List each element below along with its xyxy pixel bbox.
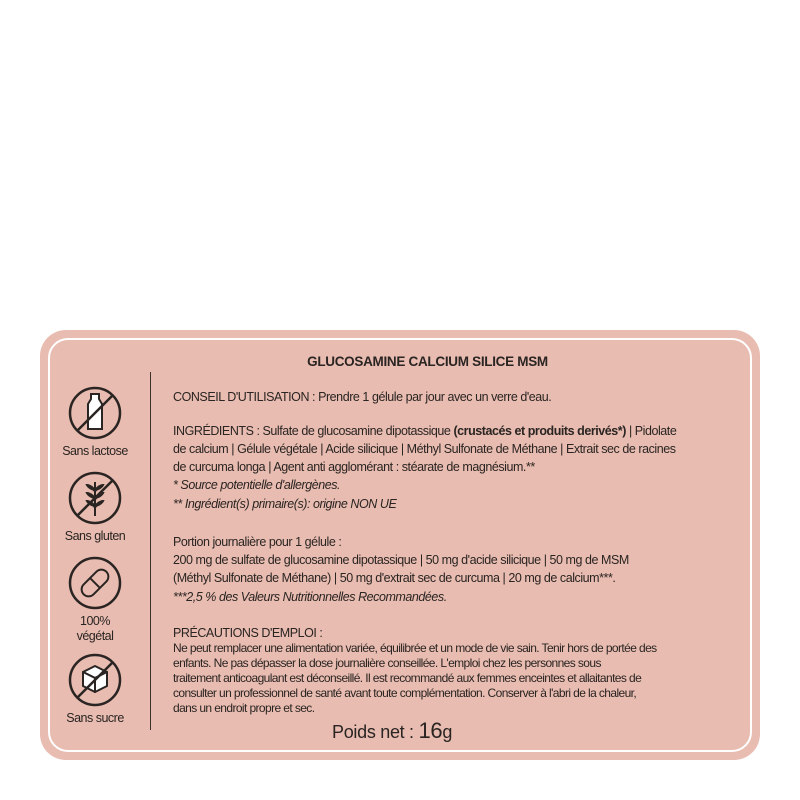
ingredients-line [173,422,676,440]
precautions-line: consulter un professionnel de santé avant toute complémentation. Conserver à l'abri de la chaleur, [173,686,637,700]
vnr-note: ***2,5 % des Valeurs Nutritionnelles Recommandées. [173,590,447,604]
net-weight [332,718,452,744]
precautions-heading: PRÉCAUTIONS D'EMPLOI : [173,626,323,640]
product-label [40,330,760,760]
capsule-icon [67,555,123,611]
origin-note: ** Ingrédient(s) primaire(s): origine NON UE [173,497,397,511]
ingredients-text: | Pidolate [625,424,677,438]
badge-label: Sans lactose [62,444,128,458]
ingredients-text: INGRÉDIENTS : Sulfate de glucosamine dipotassique [173,424,454,438]
ingredients-line: de calcium | Gélule végétale | Acide silicique | Méthyl Sulfonate de Méthane | Extrait sec de racines [173,442,676,456]
badge-label: 100% [80,614,110,628]
ingredients-line: de curcuma longa | Agent anti agglomérant : stéarate de magnésium.** [173,460,535,474]
badge-label: Sans sucre [66,711,124,725]
badge-sans-lactose [40,385,150,459]
divider [150,372,151,730]
conseil-utilisation: CONSEIL D'UTILISATION : Prendre 1 gélule par jour avec un verre d'eau. [173,390,552,404]
badge-label-2: végétal [76,629,114,643]
portion-line: 200 mg de sulfate de glucosamine dipotassique | 50 mg d'acide silicique | 50 mg de MSM [173,553,629,567]
badge-label: Sans gluten [64,529,126,543]
no-wheat-icon [67,470,123,526]
net-weight-label: Poids net : [332,722,419,742]
net-weight-value: 16 [418,718,443,743]
portion-heading: Portion journalière pour 1 gélule : [173,535,342,549]
precautions-line: traitement anticoagulant est déconseillé. Il est recommandé aux femmes enceintes et allaitantes de [173,671,642,685]
no-sugar-cube-icon [67,652,123,708]
portion-line: (Méthyl Sulfonate de Méthane) | 50 mg d'extrait sec de curcuma | 20 mg de calcium***. [173,571,616,585]
allergen-note: * Source potentielle d'allergènes. [173,478,341,492]
precautions-line: dans un endroit propre et sec. [173,701,315,715]
product-title: GLUCOSAMINE CALCIUM SILICE MSM [307,354,548,369]
no-milk-bottle-icon [67,385,123,441]
precautions-line: enfants. Ne pas dépasser la dose journalière conseillée. L'emploi chez les personnes sous [173,656,601,670]
allergen-text: (crustacés et produits derivés*) [453,424,626,438]
precautions-line: Ne peut remplacer une alimentation variée, équilibrée et un mode de vie sain. Tenir hors de portée des [173,641,657,655]
badge-sans-gluten [40,470,150,544]
net-weight-unit: g [442,722,453,742]
badge-sans-sucre [40,652,150,726]
badge-vegetal [40,555,150,644]
